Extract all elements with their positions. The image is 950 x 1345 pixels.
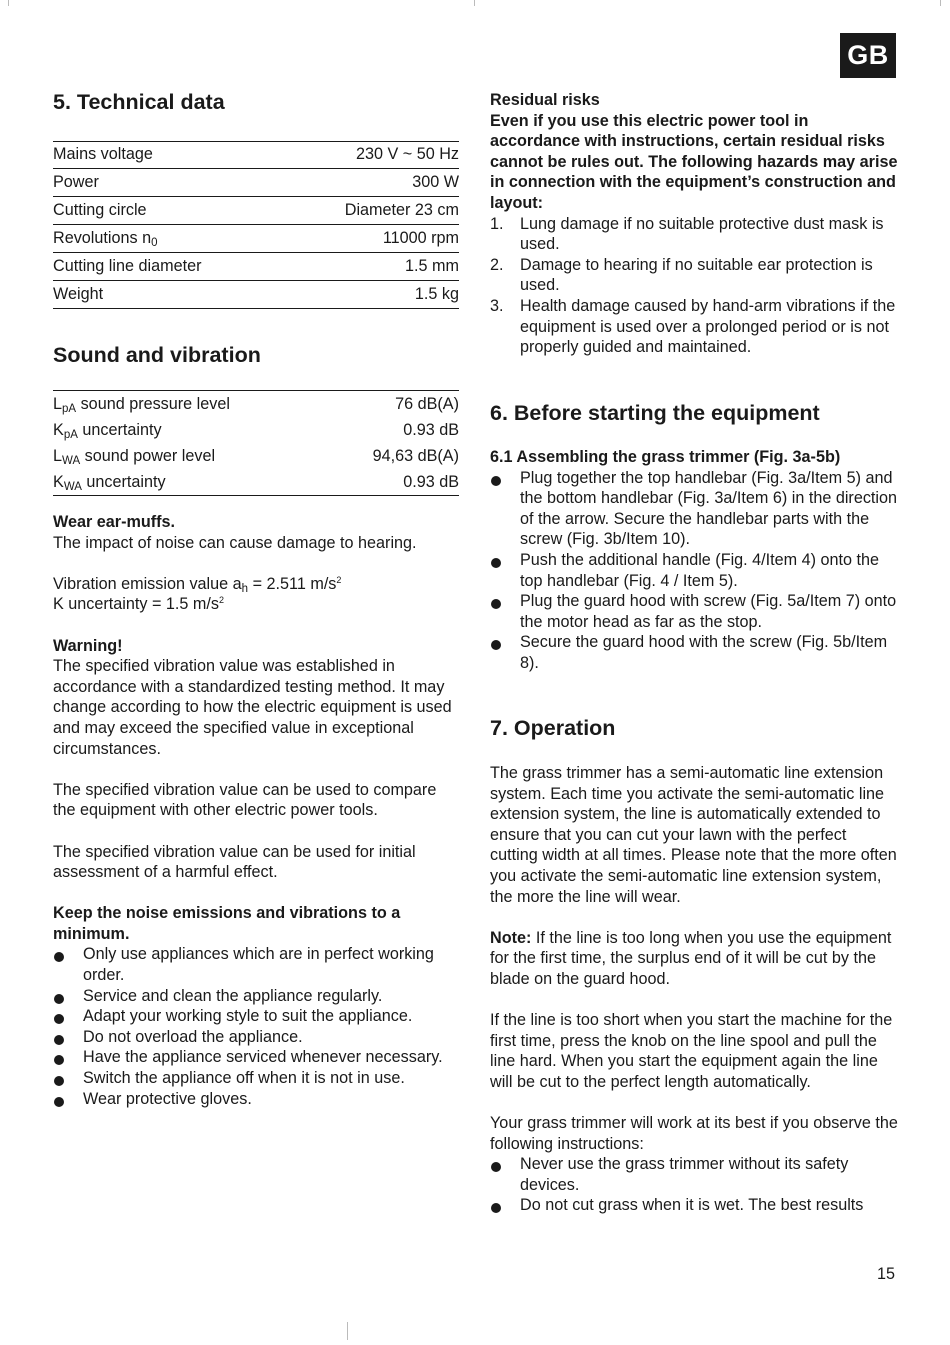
list-item: Switch the appliance off when it is not in use. <box>53 1068 459 1089</box>
bullet-icon <box>54 1076 64 1086</box>
sound-vibration-heading: Sound and vibration <box>53 343 261 367</box>
list-item: Wear protective gloves. <box>53 1089 459 1110</box>
crop-mark <box>940 0 941 6</box>
sound-row-value: 0.93 dB <box>403 421 459 440</box>
bullet-icon <box>491 1203 501 1213</box>
list-item: Do not overload the appliance. <box>53 1027 459 1048</box>
bullet-icon <box>491 1162 501 1172</box>
list-item: Do not cut grass when it is wet. The best results <box>490 1195 898 1216</box>
bullet-icon <box>54 994 64 1004</box>
sound-row-label: $L_{WA}$ sound power level <box>53 447 216 468</box>
list-item: 3. Health damage caused by hand-arm vibrations if the equipment is used over a prolonged period or is not properly guided and maintained. <box>490 296 896 357</box>
bullet-icon <box>54 952 64 962</box>
bullet-icon <box>491 640 501 650</box>
list-item: 1. Lung damage if no suitable protective dust mask is used. <box>490 214 884 254</box>
bullet-icon <box>54 1035 64 1045</box>
list-item: 2. Damage to hearing if no suitable ear protection is used. <box>490 255 873 295</box>
operation-text: The grass trimmer has a semi-automatic line extension system. Each time you activate the semi-automatic line extension system, the line is automatically extended to ensure that you can cut your lawn with the perfect cutting width at all times. Please note that the more often you activate the semi-automatic line extension system, the more the line will wear. <box>490 764 897 906</box>
vibration-value: Vibration emission value $a_h = 2.511$ $m/s^2$ <box>53 574 342 595</box>
k-uncertainty: K uncertainty = 1.5 $m/s^2$ <box>53 595 225 614</box>
tech-row <box>53 225 459 253</box>
tech-row-value: 300 W <box>412 173 459 192</box>
list-item: Secure the guard hood with the screw (Fig. 5b/Item 8). <box>490 632 898 673</box>
sound-row <box>53 417 459 443</box>
sound-row <box>53 391 459 417</box>
before-starting-heading: 6. Before starting the equipment <box>490 401 820 425</box>
page-number: 15 <box>877 1265 896 1283</box>
earmuffs-text: The impact of noise can cause damage to hearing. <box>53 533 417 552</box>
tech-row <box>53 281 459 309</box>
list-item: Have the appliance serviced whenever necessary. <box>53 1047 459 1068</box>
technical-data-heading: 5. Technical data <box>53 90 225 114</box>
bullet-icon <box>491 599 501 609</box>
tech-row-value: 1.5 mm <box>405 257 459 276</box>
compare-text: The specified vibration value can be used to compare the equipment with other electric power tools. <box>53 780 437 820</box>
crop-mark <box>474 0 475 6</box>
warning-text: The specified vibration value was established in accordance with a standardized testing method. It may change according to how the electric equipment is used and may exceed the specified value in exceptional circumstances. <box>53 657 452 758</box>
tech-row <box>53 197 459 225</box>
residual-risks-title: Residual risks <box>490 91 600 109</box>
sound-row-value: 0.93 dB <box>403 473 459 492</box>
earmuffs-title: Wear ear-muffs. <box>53 513 176 531</box>
tech-row-label: Mains voltage <box>53 145 153 164</box>
bullet-icon <box>491 558 501 568</box>
assembling-section <box>490 447 898 674</box>
table-rule <box>53 495 459 496</box>
tech-row-value: Diameter 23 cm <box>344 201 459 220</box>
bullet-icon <box>491 476 501 486</box>
keep-minimum-title: Keep the noise emissions and vibrations to a minimum. <box>53 904 401 943</box>
tech-row-label: Cutting circle <box>53 201 147 220</box>
crop-mark <box>8 0 9 6</box>
tech-row-label: Weight <box>53 285 104 304</box>
initial-assessment-text: The specified vibration value can be used for initial assessment of a harmful effect. <box>53 842 416 882</box>
line-too-short-text: If the line is too short when you start the machine for the first time, press the knob on the line spool and pull the line hard. When you start the equipment again the line will be cut to the perfect length automatically. <box>490 1011 893 1091</box>
list-item: Plug the guard hood with screw (Fig. 5a/Item 7) onto the motor head as far as the stop. <box>490 591 898 632</box>
tech-row-label: Revolutions $n_0$ <box>53 229 158 250</box>
tech-row <box>53 253 459 281</box>
sound-row-label: $K_{WA}$ uncertainty <box>53 473 166 494</box>
bullet-icon <box>54 1014 64 1024</box>
residual-risks-section <box>490 90 898 358</box>
operation-section <box>490 763 898 1216</box>
sound-row-value: 94,63 dB(A) <box>372 447 459 466</box>
tech-row-value: 11000 rpm <box>382 229 459 248</box>
sound-row <box>53 443 459 469</box>
assembling-title: 6.1 Assembling the grass trimmer (Fig. 3a-5b) <box>490 448 841 466</box>
sound-row-label: $K_{pA}$ uncertainty <box>53 421 162 442</box>
list-item: Push the additional handle (Fig. 4/Item 4) onto the top handlebar (Fig. 4 / Item 5). <box>490 550 898 591</box>
tech-row <box>53 141 459 169</box>
tech-row-value: 1.5 kg <box>414 285 459 304</box>
warning-title: Warning! <box>53 636 123 655</box>
tech-row-label: Cutting line diameter <box>53 257 202 276</box>
list-item: Plug together the top handlebar (Fig. 3a/Item 5) and the bottom handlebar (Fig. 3a/Item 6) in the direction of the arrow. Secure the handlebar parts with the screw (Fig. 3b/Item 10). <box>490 468 898 550</box>
sound-row-label: $L_{pA}$ sound pressure level <box>53 395 230 416</box>
language-badge: GB <box>840 33 896 78</box>
sound-row <box>53 469 459 495</box>
residual-risks-intro: Even if you use this electric power tool in accordance with instructions, certain residual risks cannot be rules out. The following hazards may arise in connection with the equipment’s construction and layout: <box>490 111 898 212</box>
sound-row-value: 76 dB(A) <box>395 395 459 414</box>
operation-heading: 7. Operation <box>490 716 616 740</box>
list-item: Service and clean the appliance regularly. <box>53 986 459 1007</box>
list-item: Adapt your working style to suit the appliance. <box>53 1006 459 1027</box>
bullet-icon <box>54 1097 64 1107</box>
note-paragraph: Note: If the line is too long when you use the equipment for the first time, the surplus end of it will be cut by the blade on the guard hood. <box>490 928 892 988</box>
left-body <box>53 512 459 1109</box>
crop-mark <box>347 1322 348 1340</box>
list-item: Never use the grass trimmer without its safety devices. <box>490 1154 898 1195</box>
best-results-text: Your grass trimmer will work at its best if you observe the following instructions: <box>490 1114 898 1153</box>
tech-row-value: 230 V ~ 50 Hz <box>355 145 459 164</box>
tech-row-label: Power <box>53 173 99 192</box>
tech-row <box>53 169 459 197</box>
bullet-icon <box>54 1055 64 1065</box>
list-item: Only use appliances which are in perfect working order. <box>53 944 459 985</box>
